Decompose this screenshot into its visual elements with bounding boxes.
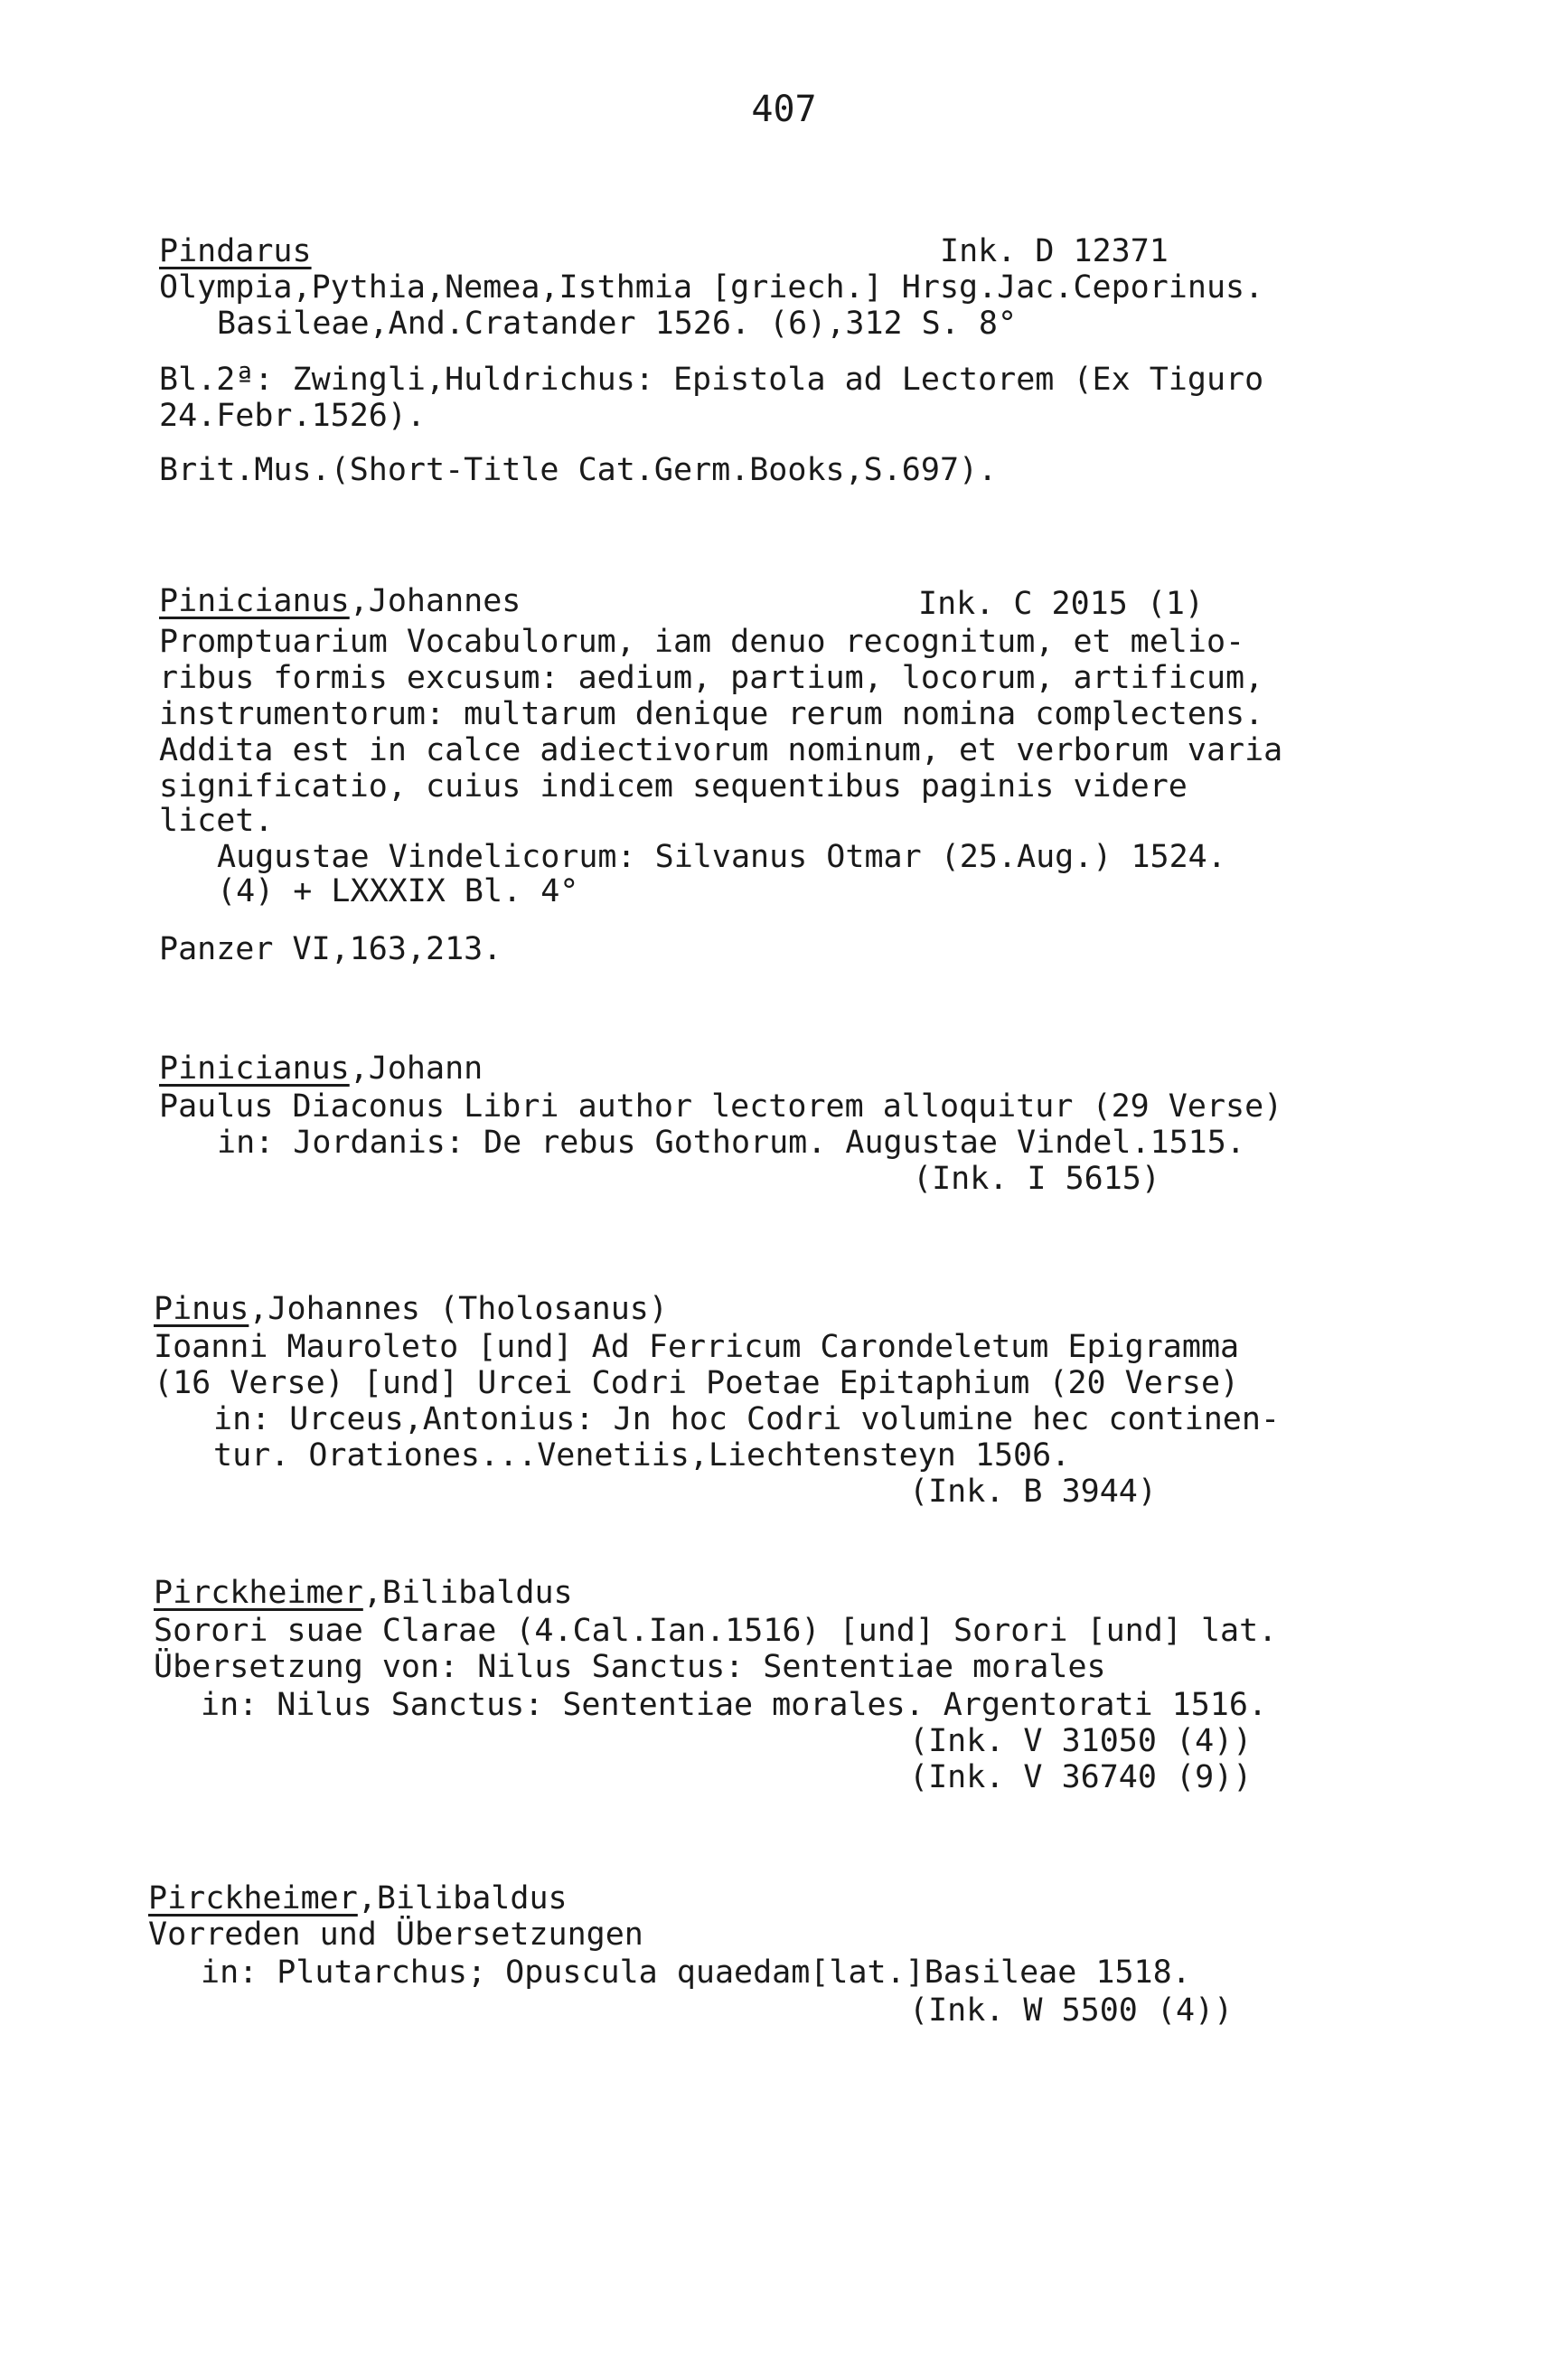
entry-line: Augustae Vindelicorum: Silvanus Otmar (25.Aug.) 1524. — [217, 839, 1226, 875]
entry-line: (Ink. I 5615) — [913, 1161, 1160, 1197]
author-name: Pinicianus — [159, 583, 350, 619]
entry-line: in: Nilus Sanctus: Sententiae morales. Argentorati 1516. — [201, 1687, 1268, 1723]
entry-heading — [154, 1291, 668, 1327]
shelfmark: Ink. D 12371 — [940, 233, 1169, 269]
author-forename: ,Johann — [349, 1050, 484, 1087]
entry-line: Sorori suae Clarae (4.Cal.Ian.1516) [und] Sorori [und] lat. — [154, 1613, 1278, 1649]
entry-heading — [159, 583, 521, 619]
author-name: Pirckheimer — [154, 1575, 363, 1611]
entry-line: Addita est in calce adiectivorum nominum, et verborum varia — [159, 732, 1283, 768]
entry-line: Paulus Diaconus Libri author lectorem alloquitur (29 Verse) — [159, 1088, 1283, 1125]
entry-line: Brit.Mus.(Short-Title Cat.Germ.Books,S.697). — [159, 452, 998, 488]
entry-line: in: Jordanis: De rebus Gothorum. Augustae Vindel.1515. — [217, 1125, 1245, 1161]
entry-line: (Ink. V 31050 (4)) — [909, 1723, 1253, 1759]
entry-heading — [154, 1575, 573, 1611]
entry-line: Bl.2ª: Zwingli,Huldrichus: Epistola ad Lectorem (Ex Tiguro — [159, 362, 1264, 398]
entry-line: Olympia,Pythia,Nemea,Isthmia [griech.] Hrsg.Jac.Ceporinus. — [159, 269, 1264, 306]
entry-line: tur. Orationes...Venetiis,Liechtensteyn 1506. — [213, 1437, 1071, 1474]
author-forename: ,Bilibaldus — [362, 1575, 573, 1611]
entry-line: (Ink. W 5500 (4)) — [909, 1992, 1234, 2029]
entry-heading — [159, 1050, 483, 1087]
author-forename: ,Johannes — [349, 583, 521, 619]
author-forename: ,Bilibaldus — [357, 1880, 568, 1917]
entry-line: (Ink. B 3944) — [909, 1474, 1157, 1510]
author-name: Pinicianus — [159, 1050, 350, 1087]
entry-line: Panzer VI,163,213. — [159, 931, 502, 967]
entry-line: (Ink. V 36740 (9)) — [909, 1759, 1253, 1795]
entry-line: Übersetzung von: Nilus Sanctus: Sententiae morales — [154, 1649, 1106, 1685]
entry-line: (16 Verse) [und] Urcei Codri Poetae Epitaphium (20 Verse) — [154, 1365, 1240, 1401]
entry-line: licet. — [159, 803, 274, 839]
entry-line: Basileae,And.Cratander 1526. (6),312 S. 8° — [217, 306, 1018, 342]
author-name: Pirckheimer — [148, 1880, 358, 1917]
entry-heading — [148, 1880, 568, 1917]
entry-line: instrumentorum: multarum denique rerum nomina complectens. — [159, 696, 1264, 732]
shelfmark: Ink. C 2015 (1) — [918, 586, 1205, 622]
entry-line: (4) + LXXXIX Bl. 4° — [217, 873, 579, 909]
page-number: 407 — [751, 89, 817, 130]
author-forename: ,Johannes (Tholosanus) — [249, 1291, 668, 1327]
entry-line: in: Urceus,Antonius: Jn hoc Codri volumine hec continen- — [213, 1401, 1281, 1437]
entry-heading — [159, 233, 312, 269]
entry-line: 24.Febr.1526). — [159, 398, 427, 434]
author-name: Pinus — [154, 1291, 249, 1327]
entry-line: Promptuarium Vocabulorum, iam denuo recognitum, et melio- — [159, 624, 1245, 660]
entry-line: significatio, cuius indicem sequentibus paginis videre — [159, 768, 1188, 805]
entry-line: ribus formis excusum: aedium, partium, locorum, artificum, — [159, 660, 1264, 696]
entry-line: Vorreden und Übersetzungen — [148, 1917, 643, 1953]
author-name: Pindarus — [159, 233, 312, 269]
entry-line: Ioanni Mauroleto [und] Ad Ferricum Carondeletum Epigramma — [154, 1329, 1240, 1365]
entry-line: in: Plutarchus; Opuscula quaedam[lat.]Basileae 1518. — [201, 1954, 1191, 1991]
